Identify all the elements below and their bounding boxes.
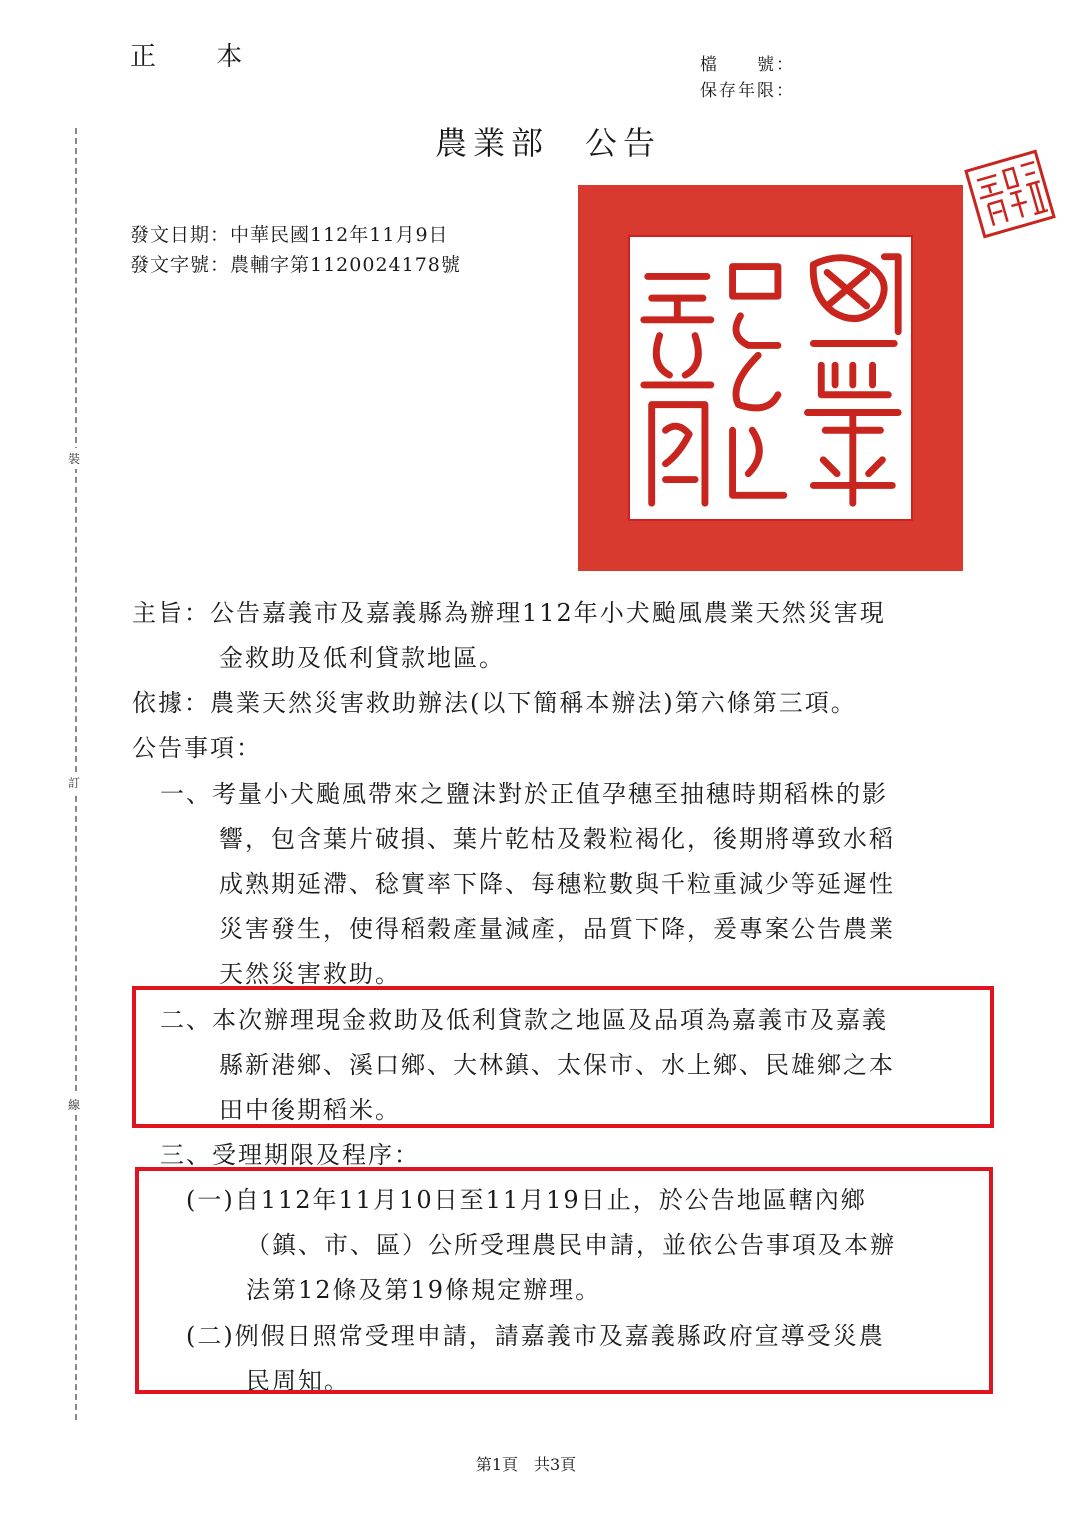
item1-line-4: 災害發生，使得稻穀產量減產，品質下降，爰專案公告農業 — [219, 915, 895, 943]
item1-line-5: 天然災害救助。 — [219, 960, 401, 988]
item1-line-1: 一、考量小犬颱風帶來之鹽沫對於正值孕穗至抽穗時期稻株的影 — [160, 780, 888, 808]
doc-number: 發文字號：農輔字第1120024178號 — [130, 254, 461, 276]
document-meta — [130, 220, 461, 280]
item3-2-line-1: (二)例假日照常受理申請，請嘉義市及嘉義縣政府宣導受災農 — [186, 1322, 885, 1350]
item3-2-line-2: 民周知。 — [246, 1367, 350, 1395]
item3-1-line-3: 法第12條及第19條規定辦理。 — [246, 1276, 602, 1304]
item2-line-3: 田中後期稻米。 — [219, 1096, 401, 1124]
seal-script-icon — [628, 235, 913, 521]
item2-line-2: 縣新港鄉、溪口鄉、大林鎮、太保市、水上鄉、民雄鄉之本 — [219, 1051, 895, 1079]
official-seal — [578, 185, 963, 571]
doc-type: 公告 — [585, 124, 662, 162]
subject-line-1: 主旨：公告嘉義市及嘉義縣為辦理112年小犬颱風農業天然災害現 — [132, 599, 886, 627]
binding-mark-zhuang: 裝 — [68, 448, 80, 469]
file-info — [700, 52, 795, 104]
agency-name: 農業部 — [434, 124, 549, 162]
file-no-label: 檔 號： — [700, 55, 795, 75]
binding-mark-ding: 訂 — [68, 772, 80, 793]
retention-label: 保存年限： — [700, 81, 795, 101]
item2-line-1: 二、本次辦理現金救助及低利貸款之地區及品項為嘉義市及嘉義 — [160, 1006, 888, 1034]
binding-mark-xian: 線 — [68, 1094, 80, 1115]
subject-line-2: 金救助及低利貸款地區。 — [219, 644, 505, 672]
item3-1-line-1: (一)自112年11月10日至11月19日止，於公告地區轄內鄉 — [186, 1186, 867, 1214]
items-heading: 公告事項： — [132, 734, 262, 762]
item1-line-2: 響，包含葉片破損、葉片乾枯及穀粒褐化，後期將導致水稻 — [219, 825, 895, 853]
original-copy-label: 正 本 — [130, 42, 269, 72]
issue-date: 發文日期：中華民國112年11月9日 — [130, 224, 449, 246]
highlight-box-item2 — [132, 986, 994, 1128]
basis-line: 依據：農業天然災害救助辦法(以下簡稱本辦法)第六條第三項。 — [132, 689, 857, 717]
page-footer: 第1頁 共3頁 — [475, 1455, 577, 1474]
item1-line-3: 成熟期延滯、稔實率下降、每穗粒數與千粒重減少等延遲性 — [219, 870, 895, 898]
item3-heading: 三、受理期限及程序： — [160, 1141, 420, 1169]
highlight-box-item3 — [135, 1167, 993, 1394]
document-title — [0, 118, 1078, 164]
item3-1-line-2: （鎮、市、區）公所受理農民申請，並依公告事項及本辦 — [246, 1231, 896, 1259]
